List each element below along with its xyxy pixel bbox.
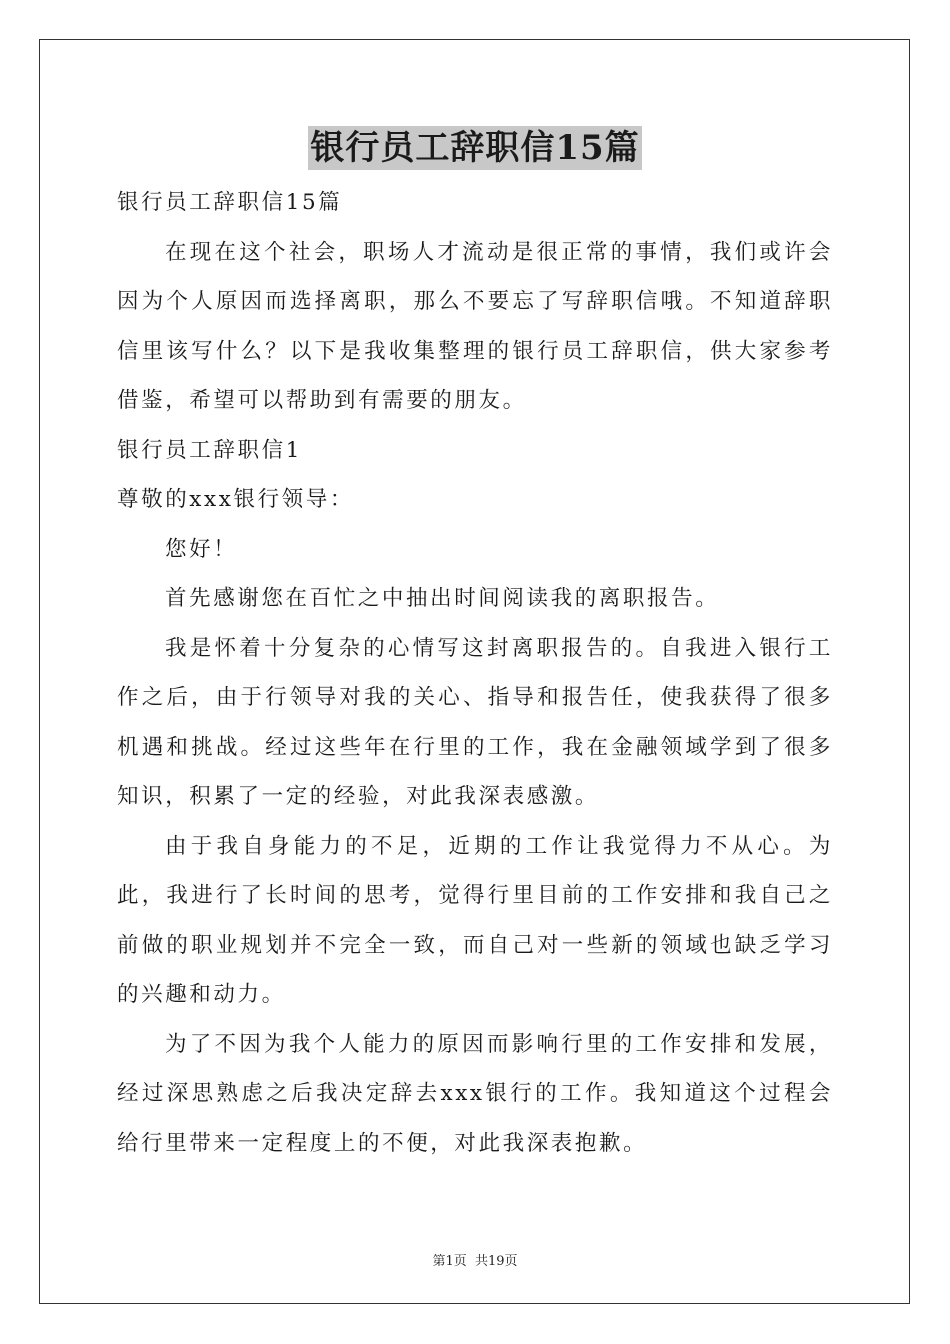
subtitle-line: 银行员工辞职信15篇	[117, 190, 343, 215]
letter-heading: 银行员工辞职信1	[117, 437, 302, 463]
page-footer	[0, 1250, 950, 1269]
body-paragraph: 由于我自身能力的不足，近期的工作让我觉得力不从心。为此，我进行了长时间的思考，觉得行里目前的工作安排和我自己之前做的职业规划并不完全一致，而自己对一些新的领域也缺乏学习的兴趣和动力。	[117, 833, 833, 1007]
greeting: 您好！	[165, 536, 238, 562]
title-area	[0, 126, 950, 170]
body-paragraph: 首先感谢您在百忙之中抽出时间阅读我的离职报告。	[165, 586, 720, 611]
body-paragraph: 为了不因为我个人能力的原因而影响行里的工作安排和发展，经过深思熟虑之后我决定辞去xxx银行的工作。我知道这个过程会给行里带来一定程度上的不便，对此我深表抱歉。	[117, 1031, 833, 1156]
page-total: 共19页	[474, 1254, 518, 1269]
salutation: 尊敬的xxx银行领导：	[117, 487, 354, 512]
intro-paragraph: 在现在这个社会，职场人才流动是很正常的事情，我们或许会因为个人原因而选择离职，那么不要忘了写辞职信哦。不知道辞职信里该写什么？以下是我收集整理的银行员工辞职信，供大家参考借鉴，希望可以帮助到有需要的朋友。	[117, 239, 833, 413]
body-paragraph: 我是怀着十分复杂的心情写这封离职报告的。自我进入银行工作之后，由于行领导对我的关心、指导和报告任，使我获得了很多机遇和挑战。经过这些年在行里的工作，我在金融领域学到了很多知识，积累了一定的经验，对此我深表感激。	[117, 635, 833, 809]
document-title: 银行员工辞职信15篇	[310, 128, 640, 168]
page-number: 第1页	[432, 1254, 467, 1269]
document-body	[117, 178, 833, 1168]
